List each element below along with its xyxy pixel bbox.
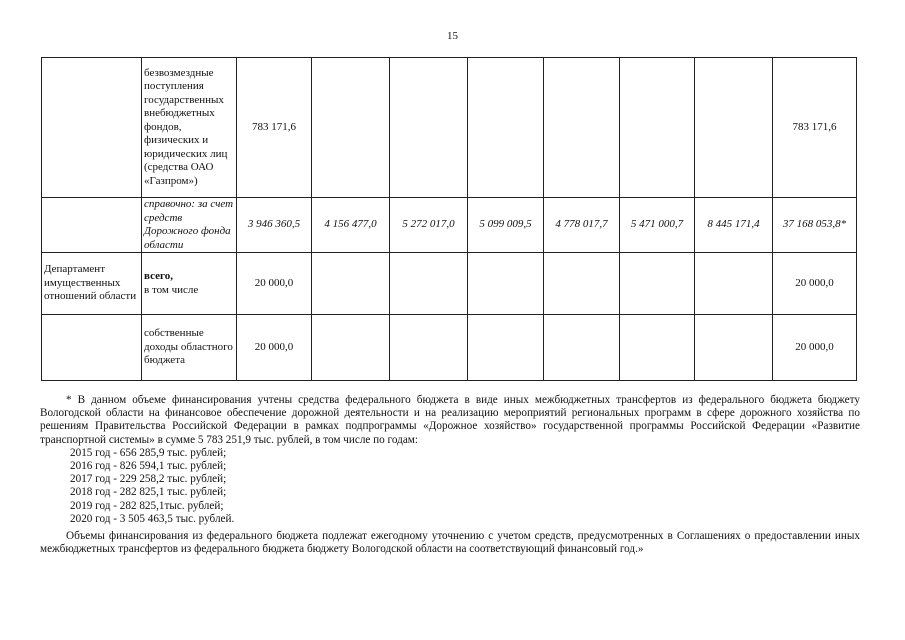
dept-cell bbox=[42, 58, 142, 198]
list-item: 2019 год - 282 825,1тыс. рублей; bbox=[70, 499, 224, 512]
value-cell: 3 946 360,5 bbox=[237, 198, 312, 253]
value-cell bbox=[390, 58, 468, 198]
source-cell: безвозмездные поступления государственных внебюджетных фондов, физических и юридических лиц (средства ОАО «Газпром») bbox=[142, 58, 237, 198]
total-cell: 37 168 053,8* bbox=[773, 198, 857, 253]
value-cell bbox=[312, 253, 390, 315]
page-number: 15 bbox=[447, 30, 458, 42]
value-cell bbox=[468, 253, 544, 315]
value-cell bbox=[468, 58, 544, 198]
value-cell: 5 471 000,7 bbox=[620, 198, 695, 253]
table-row bbox=[42, 315, 857, 381]
table-row bbox=[42, 198, 857, 253]
list-item: 2020 год - 3 505 463,5 тыс. рублей. bbox=[70, 512, 235, 525]
source-cell bbox=[142, 253, 237, 315]
value-cell bbox=[620, 58, 695, 198]
footnote-text: * В данном объеме финансирования учтены средства федерального бюджета в виде иных межбюджетных трансфертов из федерального бюджета бюджету Вологодской области на финансовое обеспечение дорожной деятельности и на реализацию мероприятий региональных программ в сфере дорожного хозяйства по решениям Правительства Российской Федерации в рамках подпрограммы «Дорожное хозяйство» государственной программы Российской Федерации «Развитие транспортной системы» в сумме 5 783 251,9 тыс. рублей, в том числе по годам: bbox=[40, 394, 860, 446]
dept-cell: Департамент имущественных отношений области bbox=[42, 253, 142, 315]
value-cell bbox=[544, 253, 620, 315]
table-row bbox=[42, 58, 857, 198]
value-cell bbox=[620, 315, 695, 381]
value-cell: 5 099 009,5 bbox=[468, 198, 544, 253]
list-item: 2016 год - 826 594,1 тыс. рублей; bbox=[70, 460, 227, 473]
value-cell: 8 445 171,4 bbox=[695, 198, 773, 253]
year-list bbox=[70, 447, 860, 526]
value-cell bbox=[390, 253, 468, 315]
dept-cell bbox=[42, 198, 142, 253]
source-total-label: всего, bbox=[144, 270, 173, 282]
source-cell: собственные доходы областного бюджета bbox=[142, 315, 237, 381]
list-item: 2015 год - 656 285,9 тыс. рублей; bbox=[70, 446, 227, 459]
total-cell: 20 000,0 bbox=[773, 253, 857, 315]
list-item: 2018 год - 282 825,1 тыс. рублей; bbox=[70, 486, 227, 499]
value-cell: 20 000,0 bbox=[237, 315, 312, 381]
value-cell: 4 778 017,7 bbox=[544, 198, 620, 253]
value-cell: 4 156 477,0 bbox=[312, 198, 390, 253]
value-cell: 5 272 017,0 bbox=[390, 198, 468, 253]
value-cell bbox=[312, 315, 390, 381]
funding-table bbox=[41, 57, 857, 381]
table-row bbox=[42, 253, 857, 315]
value-cell bbox=[544, 58, 620, 198]
dept-cell bbox=[42, 315, 142, 381]
value-cell bbox=[695, 58, 773, 198]
source-sub-label: в том числе bbox=[144, 283, 199, 296]
closing-paragraph: Объемы финансирования из федерального бюджета подлежат ежегодному уточнению с учетом средств, предусмотренных в Соглашениях о предоставлении иных межбюджетных трансфертов из федерального бюджета бюджету Вологодской области на соответствующий финансовый год.» bbox=[40, 530, 860, 556]
value-cell bbox=[544, 315, 620, 381]
value-cell bbox=[695, 315, 773, 381]
value-cell bbox=[468, 315, 544, 381]
list-item: 2017 год - 229 258,2 тыс. рублей; bbox=[70, 473, 227, 486]
total-cell: 20 000,0 bbox=[773, 315, 857, 381]
total-cell: 783 171,6 bbox=[773, 58, 857, 198]
value-cell bbox=[620, 253, 695, 315]
footnote-block bbox=[40, 394, 860, 556]
source-cell: справочно: за счет средств Дорожного фонда области bbox=[142, 198, 237, 253]
value-cell bbox=[312, 58, 390, 198]
value-cell bbox=[390, 315, 468, 381]
value-cell: 783 171,6 bbox=[237, 58, 312, 198]
value-cell: 20 000,0 bbox=[237, 253, 312, 315]
value-cell bbox=[695, 253, 773, 315]
